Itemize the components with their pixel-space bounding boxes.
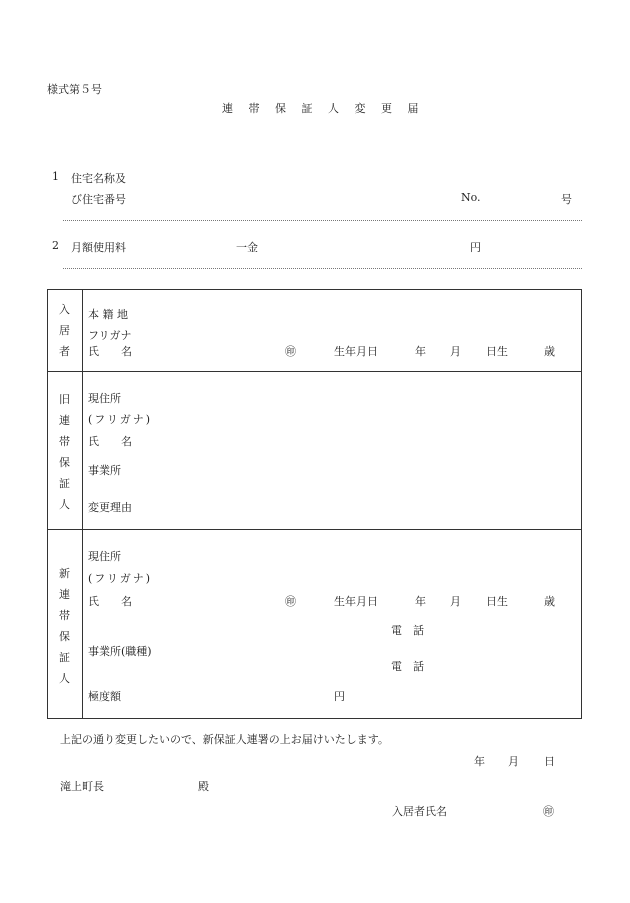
section1-number: 1: [52, 170, 59, 183]
dono-label: 殿: [198, 780, 209, 793]
yen-label: 円: [470, 241, 481, 254]
section1-dotted-line: [63, 220, 582, 221]
table-row-divider: [47, 371, 582, 372]
footer-day-label: 日: [544, 755, 555, 768]
change-reason-label: 変更理由: [88, 501, 132, 514]
footer-year-label: 年: [474, 755, 485, 768]
resident-furigana-label: フリガナ: [88, 329, 132, 342]
resident-signature-label: 入居者氏名: [392, 805, 447, 818]
new-guarantor-office-label: 事業所(職種): [88, 645, 152, 658]
new-guarantor-name-label: 氏 名: [88, 595, 132, 608]
new-guarantor-furigana-label: (フリガナ): [88, 572, 153, 585]
kin-label: 一金: [236, 241, 258, 254]
resident-day-label: 日生: [486, 345, 508, 358]
new-guarantor-year-label: 年: [415, 595, 426, 608]
new-guarantor-phone-label: 電 話: [391, 624, 424, 637]
credit-limit-yen-label: 円: [334, 690, 345, 703]
section1-label-line1: 住宅名称及: [71, 172, 126, 185]
recipient-label: 滝上町長: [60, 780, 104, 793]
new-guarantor-age-label: 歳: [544, 595, 555, 608]
section1-label-line2: び住宅番号: [71, 193, 126, 206]
credit-limit-label: 極度額: [88, 690, 121, 703]
monthly-fee-label: 月額使用料: [71, 241, 126, 254]
new-guarantor-seal-mark: ㊞: [285, 595, 296, 608]
page-title: 連 帯 保 証 人 変 更 届: [222, 102, 425, 115]
resident-vertical-label: 入 居 者: [59, 303, 70, 358]
resident-year-label: 年: [415, 345, 426, 358]
footer-seal-mark: ㊞: [543, 805, 554, 818]
resident-name-label: 氏 名: [88, 345, 132, 358]
old-guarantor-address-label: 現住所: [88, 392, 121, 405]
old-guarantor-office-label: 事業所: [88, 464, 121, 477]
new-guarantor-birth-label: 生年月日: [334, 595, 378, 608]
section2-number: 2: [52, 239, 59, 252]
section2-dotted-line: [63, 268, 582, 269]
resident-seal-mark: ㊞: [285, 345, 296, 358]
new-guarantor-vertical-label: 新 連 帯 保 証 人: [59, 567, 70, 685]
go-label: 号: [561, 193, 572, 206]
old-guarantor-name-label: 氏 名: [88, 435, 132, 448]
submission-statement: 上記の通り変更したいので、新保証人連署の上お届けいたします。: [60, 733, 389, 746]
new-guarantor-address-label: 現住所: [88, 550, 121, 563]
new-guarantor-office-phone-label: 電 話: [391, 660, 424, 673]
table-row-divider: [47, 529, 582, 530]
house-number-label: No.: [461, 191, 481, 204]
resident-honseki-label: 本 籍 地: [88, 308, 128, 321]
new-guarantor-month-label: 月: [450, 595, 461, 608]
old-guarantor-furigana-label: (フリガナ): [88, 413, 153, 426]
old-guarantor-vertical-label: 旧 連 帯 保 証 人: [59, 393, 70, 511]
table-column-divider: [82, 289, 83, 719]
new-guarantor-day-label: 日生: [486, 595, 508, 608]
resident-birth-label: 生年月日: [334, 345, 378, 358]
resident-month-label: 月: [450, 345, 461, 358]
form-number: 様式第５号: [47, 83, 102, 96]
resident-age-label: 歳: [544, 345, 555, 358]
footer-month-label: 月: [508, 755, 519, 768]
